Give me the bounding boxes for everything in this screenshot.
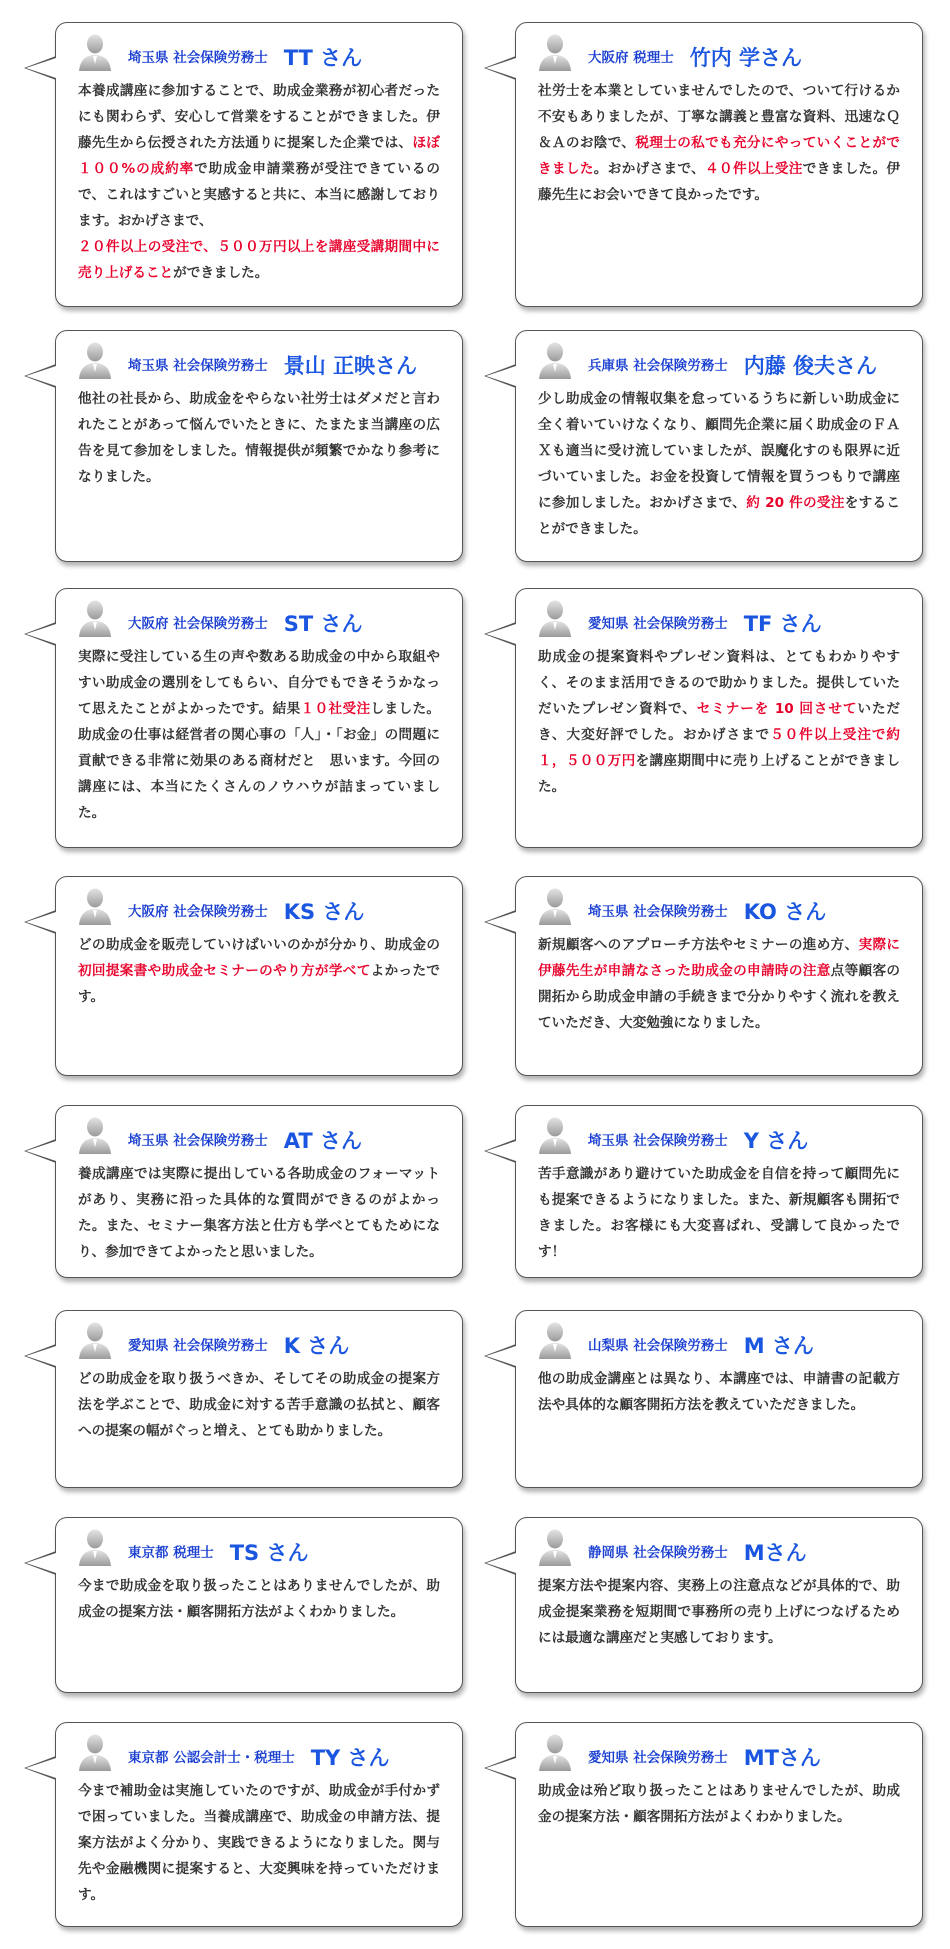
testimonial-text-segment: 他の助成金講座とは異なり、本講座では、申請書の記載方法や具体的な顧客開拓方法を教えていただきました。 <box>538 1371 900 1413</box>
testimonial-text-segment: を講座期間中に売り上げることができました。 <box>538 753 901 795</box>
author-name: 竹内 学さん <box>689 46 803 70</box>
highlighted-result: １０社受注 <box>300 701 371 717</box>
person-silhouette-icon <box>78 885 112 925</box>
author-name: AT さん <box>283 1129 362 1153</box>
testimonial-text <box>538 644 900 800</box>
speech-bubble-tail <box>24 364 56 388</box>
testimonial-header <box>78 589 440 641</box>
testimonial-text <box>78 1161 440 1265</box>
highlighted-result: ５０件以上受注で約１，５００万円 <box>538 727 900 769</box>
testimonial-card <box>55 1517 463 1693</box>
speech-bubble-tail <box>24 56 56 80</box>
testimonial-card <box>515 330 923 562</box>
testimonial-text-segment: ができました。 <box>173 265 269 281</box>
author-region-profession: 兵庫県 社会保険労務士 <box>588 358 728 374</box>
testimonial-text <box>538 1573 900 1651</box>
testimonial-header <box>78 331 440 383</box>
testimonial-text-segment: よかったです。 <box>78 963 441 1005</box>
person-silhouette-icon <box>78 1319 112 1359</box>
highlighted-result: セミナーを 10 回させて <box>696 701 858 717</box>
speech-bubble-tail <box>24 1756 56 1780</box>
testimonial-text-segment: 今まで補助金は実施していたのですが、助成金が手付かずで困っていました。当養成講座で、助成金の申請方法、提案方法がよく分かり、実践できるようになりました。関与先や金融機関に提案すると、大変興味を持っていただけます。 <box>78 1783 440 1903</box>
author-region-profession: 愛知県 社会保険労務士 <box>128 1338 268 1354</box>
testimonial-card <box>515 22 923 307</box>
author-region-profession: 山梨県 社会保険労務士 <box>588 1338 728 1354</box>
testimonial-card <box>55 876 463 1076</box>
speech-bubble-tail <box>484 1756 516 1780</box>
author-region-profession: 大阪府 税理士 <box>588 50 674 66</box>
testimonial-header <box>538 1723 900 1775</box>
author-region-profession: 埼玉県 社会保険労務士 <box>128 1133 268 1149</box>
author-region-profession: 愛知県 社会保険労務士 <box>588 616 728 632</box>
author-name: TF さん <box>743 612 822 636</box>
person-silhouette-icon <box>78 31 112 71</box>
speech-bubble-tail <box>484 1551 516 1575</box>
testimonial-card <box>515 1722 923 1927</box>
testimonial-card <box>55 330 463 562</box>
testimonial-text-segment: 新規顧客へのアプローチ方法やセミナーの進め方、 <box>538 937 859 953</box>
author-name: KO さん <box>743 900 827 924</box>
person-silhouette-icon <box>538 1114 572 1154</box>
testimonial-text-segment: どの助成金を販売していけばいいのかが分かり、助成金の <box>78 937 440 953</box>
author-region-profession: 埼玉県 社会保険労務士 <box>588 1133 728 1149</box>
testimonial-text-segment: どの助成金を取り扱うべきか、そしてその助成金の提案方法を学ぶことで、助成金に対する苦手意識の払拭と、顧客への提案の幅がぐっと増え、とても助かりました。 <box>78 1371 440 1439</box>
testimonial-card <box>55 1310 463 1488</box>
highlighted-result: 約 20 件の受注 <box>746 495 845 511</box>
testimonial-text-segment: 助成金の提案資料やプレゼン資料は、とてもわかりやすく、そのまま活用できるので助かりました。提供していただいたプレゼン資料で、 <box>538 649 900 717</box>
speech-bubble-tail <box>24 1344 56 1368</box>
testimonial-text-segment: いただき、大変好評でした。おかげさまで <box>538 701 901 743</box>
testimonial-text <box>538 78 900 208</box>
speech-bubble-tail <box>484 56 516 80</box>
testimonial-header <box>78 1518 440 1570</box>
testimonial-text-segment: で助成金申請業務が受注できているので、これはすごいと実感すると共に、本当に感謝しております。おかげさまで、 <box>78 161 440 229</box>
testimonial-text-segment: 他社の社長から、助成金をやらない社労士はダメだと言われたことがあって悩んでいたときに、たまたま当講座の広告を見て参加をしました。情報提供が頻繁でかなり参考になりました。 <box>78 391 440 485</box>
testimonial-text <box>538 1366 900 1418</box>
speech-bubble-tail <box>24 1139 56 1163</box>
testimonial-text-segment: 苦手意識があり避けていた助成金を自信を持って顧問先にも提案できるようになりました。また、新規顧客も開拓できました。お客様にも大変喜ばれ、受講して良かったです！ <box>538 1166 900 1260</box>
testimonial-text <box>78 78 440 286</box>
testimonial-header <box>78 1723 440 1775</box>
author-name: 内藤 俊夫さん <box>743 354 878 378</box>
speech-bubble-tail <box>24 910 56 934</box>
testimonial-card <box>515 1310 923 1488</box>
testimonial-text <box>538 1161 900 1265</box>
testimonial-text <box>538 1778 900 1830</box>
author-region-profession: 東京都 公認会計士・税理士 <box>128 1750 295 1766</box>
author-name: TS さん <box>229 1541 309 1565</box>
testimonial-header <box>78 877 440 929</box>
speech-bubble-tail <box>484 622 516 646</box>
testimonial-header <box>78 1311 440 1363</box>
testimonial-text-segment: 今まで助成金を取り扱ったことはありませんでしたが、助成金の提案方法・顧客開拓方法がよくわかりました。 <box>78 1578 440 1620</box>
highlighted-result: ２０件以上の受注で、５００万円以上を講座受講期間中に売り上げること <box>78 239 440 281</box>
testimonial-header <box>78 23 440 75</box>
speech-bubble-tail <box>24 1551 56 1575</box>
author-name: KS さん <box>283 900 365 924</box>
person-silhouette-icon <box>538 31 572 71</box>
author-name: MTさん <box>743 1746 821 1770</box>
testimonial-text-segment: 。おかげさまで、 <box>593 161 706 177</box>
highlighted-result: ほぼ１００%の成約率 <box>78 135 440 177</box>
person-silhouette-icon <box>538 597 572 637</box>
author-name: Mさん <box>743 1541 807 1565</box>
testimonial-text-segment: 提案方法や提案内容、実務上の注意点などが具体的で、助成金提案業務を短期間で事務所の売り上げにつなげるためには最適な講座だと実感しております。 <box>538 1578 900 1646</box>
author-name: 景山 正映さん <box>283 354 418 378</box>
author-region-profession: 埼玉県 社会保険労務士 <box>588 904 728 920</box>
person-silhouette-icon <box>78 339 112 379</box>
author-region-profession: 埼玉県 社会保険労務士 <box>128 50 268 66</box>
testimonial-card <box>55 588 463 848</box>
testimonial-text-segment: 養成講座では実際に提出している各助成金のフォーマットがあり、実務に沿った具体的な質問ができるのがよかった。また、セミナー集客方法と仕方も学べとてもためになり、参加できてよかったと思いました。 <box>78 1166 440 1260</box>
testimonial-text-segment: 本養成講座に参加することで、助成金業務が初心者だったにも関わらず、安心して営業をすることができました。伊藤先生から伝授された方法通りに提案した企業では、 <box>78 83 440 151</box>
testimonial-card <box>515 1105 923 1278</box>
author-name: M さん <box>743 1334 814 1358</box>
person-silhouette-icon <box>78 1526 112 1566</box>
highlighted-result: 税理士の私でも充分にやっていくことができました <box>538 135 900 177</box>
testimonial-header <box>538 589 900 641</box>
author-name: ST さん <box>283 612 363 636</box>
testimonial-header <box>538 1106 900 1158</box>
testimonial-text-segment: 点等顧客の開拓から助成金申請の手続きまで分かりやすく流れを教えていただき、大変勉強になりました。 <box>538 963 901 1031</box>
speech-bubble-tail <box>484 364 516 388</box>
person-silhouette-icon <box>78 1731 112 1771</box>
person-silhouette-icon <box>78 597 112 637</box>
testimonial-header <box>78 1106 440 1158</box>
testimonial-text <box>78 1778 440 1908</box>
author-region-profession: 東京都 税理士 <box>128 1545 214 1561</box>
testimonial-text-segment: 実際に受注している生の声や数ある助成金の中から取組やすい助成金の選別をしてもらい、自分でもできそうかなって思えたことがよかったです。結果 <box>78 649 440 717</box>
testimonial-text-segment: 少し助成金の情報収集を怠っているうちに新しい助成金に全く着いていけなくなり、顧問先企業に届く助成金のＦＡＸも適当に受け流していましたが、誤魔化すのも限界に近づいていました。お金を投資して情報を買うつもりで講座に参加しました。おかげさまで、 <box>538 391 900 511</box>
person-silhouette-icon <box>538 1319 572 1359</box>
person-silhouette-icon <box>538 1731 572 1771</box>
testimonial-text-segment: をすることができました。 <box>538 495 901 537</box>
testimonial-text-segment: できました。伊藤先生にお会いできて良かったです。 <box>538 161 901 203</box>
testimonial-text <box>78 644 440 826</box>
testimonial-header <box>538 1518 900 1570</box>
testimonial-card <box>515 1517 923 1693</box>
author-region-profession: 大阪府 社会保険労務士 <box>128 904 268 920</box>
author-name: TY さん <box>310 1746 390 1770</box>
speech-bubble-tail <box>484 1344 516 1368</box>
testimonial-header <box>538 23 900 75</box>
highlighted-result: 実際に伊藤先生が申請なさった助成金の申請時の注意 <box>538 937 901 979</box>
author-name: Y さん <box>743 1129 809 1153</box>
testimonial-text <box>78 1366 440 1444</box>
author-name: K さん <box>283 1334 350 1358</box>
testimonial-text <box>78 386 440 490</box>
speech-bubble-tail <box>484 1139 516 1163</box>
testimonial-card <box>55 1105 463 1278</box>
testimonial-card <box>55 1722 463 1927</box>
author-region-profession: 静岡県 社会保険労務士 <box>588 1545 728 1561</box>
author-name: TT さん <box>283 46 363 70</box>
testimonial-text-segment: 助成金は殆ど取り扱ったことはありませんでしたが、助成金の提案方法・顧客開拓方法がよくわかりました。 <box>538 1783 900 1825</box>
speech-bubble-tail <box>24 622 56 646</box>
person-silhouette-icon <box>538 1526 572 1566</box>
author-region-profession: 埼玉県 社会保険労務士 <box>128 358 268 374</box>
testimonial-header <box>538 877 900 929</box>
testimonial-text <box>538 386 900 542</box>
person-silhouette-icon <box>78 1114 112 1154</box>
testimonial-text <box>78 932 440 1010</box>
testimonial-text-segment: 社労士を本業としていませんでしたので、ついて行けるか不安もありましたが、丁寧な講義と豊富な資料、迅速なＱ＆Ａのお陰で、 <box>538 83 900 151</box>
testimonial-text <box>538 932 900 1036</box>
person-silhouette-icon <box>538 339 572 379</box>
testimonial-header <box>538 1311 900 1363</box>
testimonial-card <box>515 588 923 848</box>
author-region-profession: 愛知県 社会保険労務士 <box>588 1750 728 1766</box>
speech-bubble-tail <box>484 910 516 934</box>
author-region-profession: 大阪府 社会保険労務士 <box>128 616 268 632</box>
testimonial-text <box>78 1573 440 1625</box>
testimonial-text-segment: しました。助成金の仕事は経営者の関心事の「人」・「お金」の問題に貢献できる非常に効果のある商材だと 思います。今回の講座には、本当にたくさんのノウハウが詰まっていました。 <box>78 701 441 821</box>
testimonial-card <box>515 876 923 1076</box>
testimonial-card <box>55 22 463 307</box>
testimonial-header <box>538 331 900 383</box>
person-silhouette-icon <box>538 885 572 925</box>
highlighted-result: ４０件以上受注 <box>705 161 803 177</box>
highlighted-result: 初回提案書や助成金セミナーのやり方が学べて <box>78 963 371 979</box>
